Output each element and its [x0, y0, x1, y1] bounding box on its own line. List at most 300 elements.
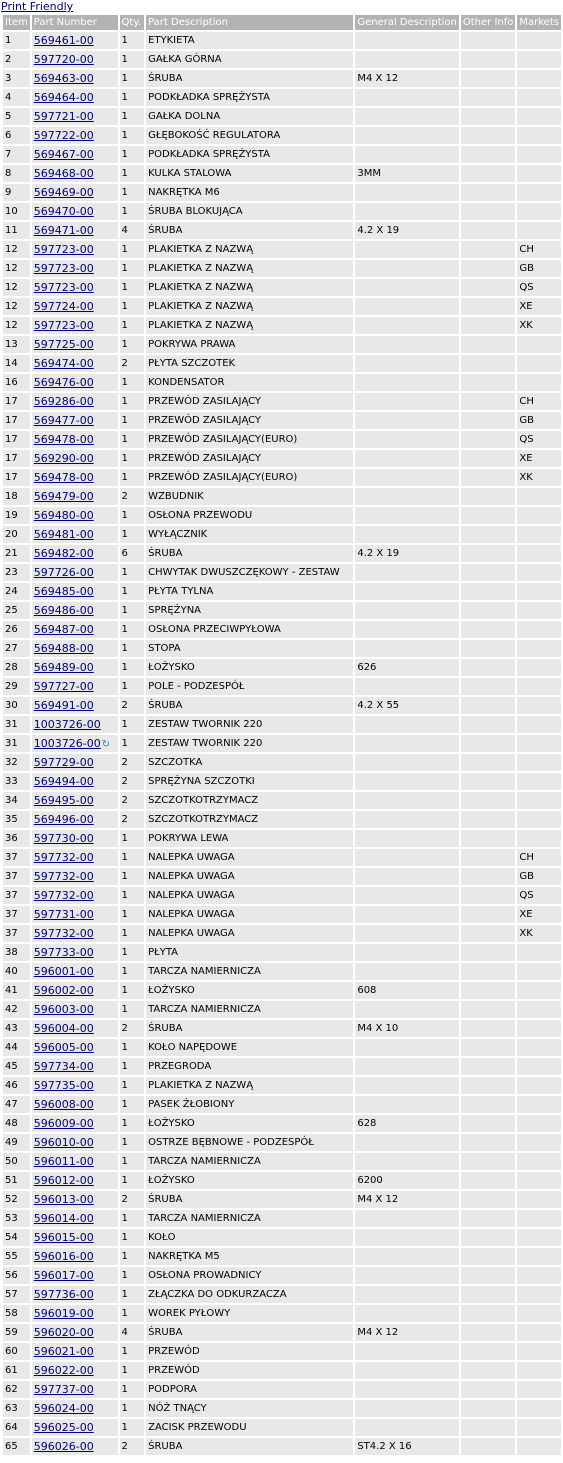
cell-other-info: [461, 393, 516, 410]
cell-general-description: [355, 754, 459, 771]
cell-other-info: [461, 165, 516, 182]
part-number-link[interactable]: 596013-00: [33, 1193, 94, 1206]
part-number-link[interactable]: 597732-00: [33, 927, 94, 940]
part-number-link[interactable]: 569286-00: [33, 395, 94, 408]
cell-part-description: ŚRUBA BLOKUJĄCA: [146, 203, 353, 220]
part-number-link[interactable]: 569471-00: [33, 224, 94, 237]
cell-part-description: PODPORA: [146, 1381, 353, 1398]
cell-qty: 1: [120, 925, 145, 942]
cell-item: 29: [3, 678, 30, 695]
cell-part-description: ŚRUBA: [146, 1324, 353, 1341]
cell-part-description: PLAKIETKA Z NAZWĄ: [146, 279, 353, 296]
cell-item: 40: [3, 963, 30, 980]
table-row: [3, 830, 561, 847]
table-row: [3, 241, 561, 258]
cell-item: 37: [3, 887, 30, 904]
cell-part-description: WZBUDNIK: [146, 488, 353, 505]
cell-qty: 1: [120, 526, 145, 543]
cell-market: [517, 1362, 561, 1379]
cell-other-info: [461, 906, 516, 923]
cell-market: CH: [517, 849, 561, 866]
part-number-link[interactable]: 597723-00: [33, 319, 94, 332]
cell-part-description: KONDENSATOR: [146, 374, 353, 391]
cell-item: 33: [3, 773, 30, 790]
part-number-link[interactable]: 569480-00: [33, 509, 94, 522]
part-number-link[interactable]: 569486-00: [33, 604, 94, 617]
part-number-link[interactable]: 569464-00: [33, 91, 94, 104]
cell-part-description: WYŁĄCZNIK: [146, 526, 353, 543]
cell-item: 62: [3, 1381, 30, 1398]
cell-general-description: [355, 621, 459, 638]
part-number-link[interactable]: 569488-00: [33, 642, 94, 655]
cell-part-number: [32, 51, 118, 68]
cell-part-number: [32, 336, 118, 353]
cell-item: 49: [3, 1134, 30, 1151]
cell-other-info: [461, 754, 516, 771]
cell-qty: 2: [120, 697, 145, 714]
table-row: [3, 697, 561, 714]
cell-part-number: [32, 621, 118, 638]
cell-part-description: NAKRĘTKA M6: [146, 184, 353, 201]
cell-general-description: [355, 393, 459, 410]
table-row: [3, 792, 561, 809]
cell-market: [517, 735, 561, 752]
cell-item: 48: [3, 1115, 30, 1132]
cell-general-description: [355, 450, 459, 467]
cell-part-description: NALEPKA UWAGA: [146, 849, 353, 866]
cell-item: 7: [3, 146, 30, 163]
part-number-link[interactable]: 569468-00: [33, 167, 94, 180]
cell-item: 44: [3, 1039, 30, 1056]
part-number-link[interactable]: 596017-00: [33, 1269, 94, 1282]
cell-market: [517, 146, 561, 163]
part-number-link[interactable]: 569478-00: [33, 433, 94, 446]
cell-general-description: [355, 260, 459, 277]
cell-part-number: [32, 1020, 118, 1037]
part-number-link[interactable]: 597732-00: [33, 851, 94, 864]
cell-market: [517, 602, 561, 619]
part-number-link[interactable]: 597733-00: [33, 946, 94, 959]
cell-part-description: SZCZOTKOTRZYMACZ: [146, 792, 353, 809]
cell-general-description: [355, 1343, 459, 1360]
cell-part-number: [32, 1248, 118, 1265]
cell-qty: 2: [120, 1020, 145, 1037]
cell-qty: 2: [120, 355, 145, 372]
cell-part-number: [32, 184, 118, 201]
part-number-link[interactable]: 596010-00: [33, 1136, 94, 1149]
cell-other-info: [461, 51, 516, 68]
cell-part-number: [32, 241, 118, 258]
part-number-link[interactable]: 596009-00: [33, 1117, 94, 1130]
part-number-link[interactable]: 597724-00: [33, 300, 94, 313]
cell-part-number: [32, 488, 118, 505]
cell-part-number: [32, 32, 118, 49]
cell-part-number: [32, 868, 118, 885]
part-number-link[interactable]: 597720-00: [33, 53, 94, 66]
cell-part-number: [32, 412, 118, 429]
cell-part-description: WOREK PYŁOWY: [146, 1305, 353, 1322]
cell-market: [517, 659, 561, 676]
cell-qty: 1: [120, 108, 145, 125]
cell-other-info: [461, 1001, 516, 1018]
cell-qty: 1: [120, 469, 145, 486]
table-row: [3, 526, 561, 543]
cell-qty: 1: [120, 336, 145, 353]
part-number-link[interactable]: 596014-00: [33, 1212, 94, 1225]
table-row: [3, 1020, 561, 1037]
part-number-link[interactable]: 596022-00: [33, 1364, 94, 1377]
part-number-link[interactable]: 596026-00: [33, 1440, 94, 1453]
cell-qty: 1: [120, 1248, 145, 1265]
cell-qty: 1: [120, 621, 145, 638]
part-number-link[interactable]: 597734-00: [33, 1060, 94, 1073]
part-number-link[interactable]: 569478-00: [33, 471, 94, 484]
part-number-link[interactable]: 569467-00: [33, 148, 94, 161]
part-number-link[interactable]: 569470-00: [33, 205, 94, 218]
cell-qty: 1: [120, 735, 145, 752]
cell-qty: 1: [120, 887, 145, 904]
cell-other-info: [461, 621, 516, 638]
cell-general-description: [355, 32, 459, 49]
table-row: [3, 716, 561, 733]
cell-item: 27: [3, 640, 30, 657]
cell-part-description: SZCZOTKOTRZYMACZ: [146, 811, 353, 828]
cell-market: [517, 374, 561, 391]
cell-other-info: [461, 963, 516, 980]
table-row: [3, 1343, 561, 1360]
part-number-link[interactable]: 597722-00: [33, 129, 94, 142]
part-number-link[interactable]: 569482-00: [33, 547, 94, 560]
cell-part-description: PŁYTA SZCZOTEK: [146, 355, 353, 372]
cell-market: [517, 1134, 561, 1151]
cell-other-info: [461, 1039, 516, 1056]
cell-qty: 1: [120, 1039, 145, 1056]
cell-part-number: [32, 1267, 118, 1284]
table-row: [3, 1115, 561, 1132]
cell-market: [517, 108, 561, 125]
cell-other-info: [461, 336, 516, 353]
part-number-link[interactable]: 597732-00: [33, 889, 94, 902]
part-number-link[interactable]: 569481-00: [33, 528, 94, 541]
cell-qty: 2: [120, 1438, 145, 1455]
cell-qty: 1: [120, 241, 145, 258]
cell-market: XE: [517, 906, 561, 923]
cell-part-number: [32, 1134, 118, 1151]
cell-qty: 1: [120, 203, 145, 220]
cell-part-number: [32, 1362, 118, 1379]
part-number-link[interactable]: 596020-00: [33, 1326, 94, 1339]
header-row: [3, 15, 561, 30]
cell-part-description: ETYKIETA: [146, 32, 353, 49]
cell-general-description: [355, 1267, 459, 1284]
part-number-link[interactable]: 569479-00: [33, 490, 94, 503]
part-number-link[interactable]: 597725-00: [33, 338, 94, 351]
table-row: [3, 887, 561, 904]
part-number-link[interactable]: 569495-00: [33, 794, 94, 807]
column-header-general-description: General Description: [357, 17, 457, 28]
cell-part-description: KULKA STALOWA: [146, 165, 353, 182]
cell-other-info: [461, 203, 516, 220]
part-number-link[interactable]: 569491-00: [33, 699, 94, 712]
cell-market: [517, 1020, 561, 1037]
table-row: [3, 621, 561, 638]
part-number-link[interactable]: 596012-00: [33, 1174, 94, 1187]
column-header-part-number: Part Number: [32, 15, 118, 30]
cell-other-info: [461, 1115, 516, 1132]
cell-item: 58: [3, 1305, 30, 1322]
part-number-link[interactable]: 569485-00: [33, 585, 94, 598]
cell-other-info: [461, 184, 516, 201]
cell-part-number: [32, 507, 118, 524]
table-row: [3, 906, 561, 923]
cell-part-number: [32, 678, 118, 695]
cell-item: 11: [3, 222, 30, 239]
cell-general-description: [355, 1229, 459, 1246]
cell-qty: 1: [120, 51, 145, 68]
part-number-link[interactable]: 596004-00: [33, 1022, 94, 1035]
table-row: [3, 1001, 561, 1018]
table-row: [3, 602, 561, 619]
column-header-part-description: Part Description: [146, 15, 353, 30]
cell-qty: 1: [120, 1058, 145, 1075]
part-number-link[interactable]: 569469-00: [33, 186, 94, 199]
cell-market: [517, 89, 561, 106]
cell-part-description: OSŁONA PROWADNICY: [146, 1267, 353, 1284]
cell-part-description: PASEK ŻŁOBIONY: [146, 1096, 353, 1113]
table-row: [3, 412, 561, 429]
cell-part-number: [32, 640, 118, 657]
part-number-link[interactable]: 596005-00: [33, 1041, 94, 1054]
part-number-link[interactable]: 596003-00: [33, 1003, 94, 1016]
cell-general-description: [355, 1362, 459, 1379]
cell-other-info: [461, 450, 516, 467]
cell-qty: 1: [120, 32, 145, 49]
cell-item: 13: [3, 336, 30, 353]
cell-other-info: [461, 1286, 516, 1303]
part-number-link[interactable]: 597737-00: [33, 1383, 94, 1396]
part-number-link[interactable]: 569476-00: [33, 376, 94, 389]
cell-other-info: [461, 1058, 516, 1075]
cell-part-number: [32, 469, 118, 486]
cell-item: 17: [3, 393, 30, 410]
replacement-cycle-icon[interactable]: ↻: [101, 739, 111, 750]
part-number-link[interactable]: 596011-00: [33, 1155, 94, 1168]
cell-general-description: [355, 716, 459, 733]
cell-part-number: [32, 1419, 118, 1436]
cell-qty: 1: [120, 507, 145, 524]
part-number-link[interactable]: 569474-00: [33, 357, 94, 370]
part-number-link[interactable]: 596021-00: [33, 1345, 94, 1358]
cell-general-description: 628: [355, 1115, 459, 1132]
part-number-link[interactable]: 597727-00: [33, 680, 94, 693]
cell-market: [517, 1324, 561, 1341]
cell-market: [517, 1153, 561, 1170]
cell-other-info: [461, 355, 516, 372]
part-number-link[interactable]: 597732-00: [33, 870, 94, 883]
cell-market: CH: [517, 241, 561, 258]
cell-part-description: KOŁO NAPĘDOWE: [146, 1039, 353, 1056]
print-friendly-link[interactable]: Print Friendly: [1, 0, 74, 13]
cell-market: [517, 1229, 561, 1246]
cell-general-description: [355, 849, 459, 866]
cell-market: [517, 1001, 561, 1018]
part-number-link[interactable]: 569290-00: [33, 452, 94, 465]
table-row: [3, 944, 561, 961]
cell-item: 12: [3, 298, 30, 315]
part-number-link[interactable]: 597736-00: [33, 1288, 94, 1301]
cell-item: 35: [3, 811, 30, 828]
cell-qty: 2: [120, 1191, 145, 1208]
cell-market: QS: [517, 431, 561, 448]
part-number-link[interactable]: 597723-00: [33, 262, 94, 275]
cell-market: [517, 507, 561, 524]
cell-qty: 1: [120, 184, 145, 201]
cell-item: 23: [3, 564, 30, 581]
part-number-link[interactable]: 596008-00: [33, 1098, 94, 1111]
parts-table-body: [3, 32, 561, 1455]
cell-general-description: [355, 925, 459, 942]
part-number-link[interactable]: 596002-00: [33, 984, 94, 997]
cell-other-info: [461, 1134, 516, 1151]
cell-part-description: PŁYTA: [146, 944, 353, 961]
part-number-link[interactable]: 596025-00: [33, 1421, 94, 1434]
cell-qty: 1: [120, 1229, 145, 1246]
table-row: [3, 754, 561, 771]
table-row: [3, 925, 561, 942]
cell-item: 17: [3, 431, 30, 448]
part-number-link[interactable]: 597730-00: [33, 832, 94, 845]
cell-part-number: [32, 849, 118, 866]
cell-part-number: [32, 108, 118, 125]
cell-part-number: [32, 1077, 118, 1094]
cell-qty: 2: [120, 488, 145, 505]
part-number-link[interactable]: 569461-00: [33, 34, 94, 47]
table-row: [3, 165, 561, 182]
part-number-link[interactable]: 569487-00: [33, 623, 94, 636]
part-number-link[interactable]: 597731-00: [33, 908, 94, 921]
table-row: [3, 982, 561, 999]
cell-other-info: [461, 431, 516, 448]
cell-general-description: [355, 1077, 459, 1094]
cell-other-info: [461, 374, 516, 391]
cell-part-number: [32, 944, 118, 961]
cell-part-number: [32, 317, 118, 334]
part-number-link[interactable]: 596015-00: [33, 1231, 94, 1244]
part-number-link[interactable]: 596019-00: [33, 1307, 94, 1320]
cell-item: 30: [3, 697, 30, 714]
part-number-link[interactable]: 569477-00: [33, 414, 94, 427]
cell-item: 43: [3, 1020, 30, 1037]
table-row: [3, 1039, 561, 1056]
cell-qty: 1: [120, 830, 145, 847]
cell-market: [517, 70, 561, 87]
part-number-link[interactable]: 597735-00: [33, 1079, 94, 1092]
cell-market: [517, 792, 561, 809]
part-number-link[interactable]: 597723-00: [33, 243, 94, 256]
cell-general-description: [355, 1210, 459, 1227]
part-number-link[interactable]: 569463-00: [33, 72, 94, 85]
cell-part-number: [32, 773, 118, 790]
table-row: [3, 1419, 561, 1436]
cell-general-description: ST4.2 X 16: [355, 1438, 459, 1455]
cell-other-info: [461, 241, 516, 258]
part-number-link[interactable]: 596001-00: [33, 965, 94, 978]
cell-general-description: [355, 469, 459, 486]
part-number-link[interactable]: 597726-00: [33, 566, 94, 579]
part-number-link[interactable]: 597723-00: [33, 281, 94, 294]
cell-market: [517, 697, 561, 714]
cell-item: 64: [3, 1419, 30, 1436]
cell-market: [517, 1210, 561, 1227]
cell-item: 61: [3, 1362, 30, 1379]
cell-part-number: [32, 1343, 118, 1360]
cell-part-number: [32, 89, 118, 106]
part-number-link[interactable]: 597729-00: [33, 756, 94, 769]
table-row: [3, 1438, 561, 1455]
cell-part-number: [32, 279, 118, 296]
cell-general-description: [355, 355, 459, 372]
table-row: [3, 393, 561, 410]
part-number-link[interactable]: 597721-00: [33, 110, 94, 123]
cell-general-description: [355, 944, 459, 961]
cell-part-number: [32, 70, 118, 87]
part-number-link[interactable]: 569489-00: [33, 661, 94, 674]
cell-market: XK: [517, 925, 561, 942]
cell-part-description: PODKŁADKA SPRĘŻYSTA: [146, 146, 353, 163]
parts-table: [1, 13, 563, 1457]
cell-market: [517, 222, 561, 239]
table-row: [3, 1381, 561, 1398]
column-header-other-info: Other Info: [462, 17, 514, 28]
cell-part-description: NALEPKA UWAGA: [146, 868, 353, 885]
cell-other-info: [461, 678, 516, 695]
cell-other-info: [461, 260, 516, 277]
part-number-link[interactable]: 569496-00: [33, 813, 94, 826]
part-number-link[interactable]: 596024-00: [33, 1402, 94, 1415]
cell-part-description: NÓŻ TNĄCY: [146, 1400, 353, 1417]
cell-qty: 1: [120, 450, 145, 467]
cell-general-description: [355, 1248, 459, 1265]
cell-other-info: [461, 108, 516, 125]
table-row: [3, 146, 561, 163]
table-row: [3, 773, 561, 790]
part-number-link[interactable]: 1003726-00: [33, 737, 101, 750]
cell-qty: 1: [120, 602, 145, 619]
part-number-link[interactable]: 1003726-00: [33, 718, 101, 731]
cell-other-info: [461, 32, 516, 49]
cell-item: 19: [3, 507, 30, 524]
cell-general-description: [355, 868, 459, 885]
cell-market: XK: [517, 469, 561, 486]
cell-market: [517, 1305, 561, 1322]
cell-part-number: [32, 393, 118, 410]
cell-part-description: POKRYWA PRAWA: [146, 336, 353, 353]
part-number-link[interactable]: 569494-00: [33, 775, 94, 788]
table-row: [3, 279, 561, 296]
table-row: [3, 203, 561, 220]
cell-part-description: ŁOŻYSKO: [146, 982, 353, 999]
cell-qty: 1: [120, 1400, 145, 1417]
cell-qty: 1: [120, 165, 145, 182]
cell-part-number: [32, 982, 118, 999]
cell-item: 45: [3, 1058, 30, 1075]
cell-general-description: [355, 564, 459, 581]
cell-part-number: [32, 127, 118, 144]
part-number-link[interactable]: 596016-00: [33, 1250, 94, 1263]
cell-part-number: [32, 754, 118, 771]
cell-part-number: [32, 165, 118, 182]
cell-part-number: [32, 260, 118, 277]
